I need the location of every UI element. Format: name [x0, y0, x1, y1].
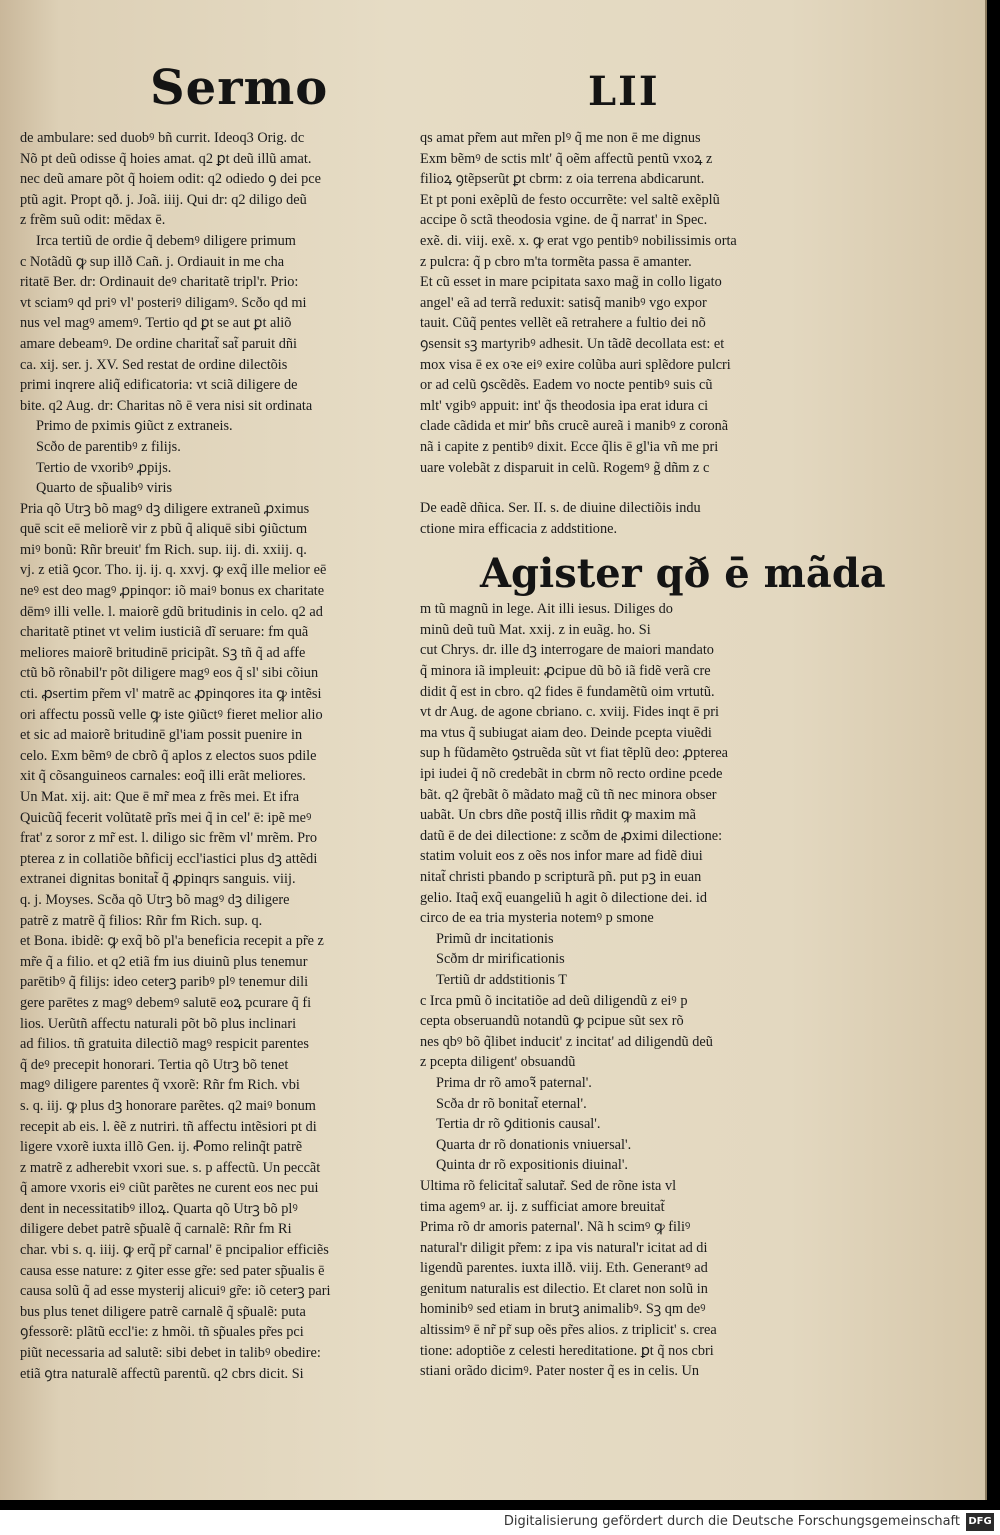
text-line: cti. ꝓsertim pr̃em vl' matrẽ ac ꝓpinqores ita ꝙ intẽsi [20, 686, 322, 703]
text-line: hominibꝰ sed etiam in brutꝫ animalibꝰ. Sꝫ qm deꝰ [420, 1301, 706, 1318]
text-line: quē scit eē meliorẽ vir z pbũ q̃ aliquē sibi ꝯiũctum [20, 521, 308, 538]
text-line: Prima dr rõ amoꝛ̃ paternal'. [436, 1074, 592, 1091]
text-line: q̃ deꝰ precepit honorari. Tertia qõ Utrꝫ bõ tenet [20, 1056, 289, 1073]
right-column-top-text [420, 128, 795, 478]
text-line: m tũ magnũ in lege. Ait illi iesus. Diliges do [420, 601, 673, 618]
text-line: filioꝝ ꝯtẽpserũt ꝑt cbrm: z oia terrena abdicarunt. [420, 171, 705, 188]
sermon-heading [420, 498, 795, 539]
text-line: bite. q2 Aug. dr: Charitas nõ ē vera nisi sit ordinata [20, 397, 313, 414]
text-line: datũ ē de dei dilectione: z scðm de ꝓximi dilectione: [420, 827, 723, 844]
text-line: ipi iudei q̃ nõ credebãt in cbrm nõ recto ordine pcede [420, 766, 723, 783]
funding-credit: Digitalisierung gefördert durch die Deutsche Forschungsgemeinschaft [503, 1514, 960, 1529]
text-line: frat' z soror z mr̃ est. l. diligo sic frẽm vl' mrẽm. Pro [20, 830, 317, 847]
text-line: qs amat pr̃em aut mr̃en plꝰ q̃ me non ē me dignus [420, 130, 701, 146]
text-line: Tertiũ dr addstitionis T [436, 971, 567, 988]
text-line: nã i capite z pentibꝰ dixit. Ecce q̃lis ē gl'ia vñ me pri [420, 438, 719, 455]
text-line: Scða dr rõ bonitat̃ eternal'. [436, 1095, 587, 1112]
text-line: bus plus tenet diligere patrẽ carnalẽ q̃ sp̃ualẽ: puta [20, 1303, 306, 1320]
text-line: didit q̃ est in cbro. q2 fides ē fundamẽtũ oim vrtutũ. [420, 683, 715, 700]
text-line: neꝰ est deo magꝰ ꝓpinqor: iõ maiꝰ bonus ex charitate [20, 583, 325, 600]
text-line: De eadẽ dñica. Ser. II. s. de diuine dilectiõis indu [420, 500, 701, 517]
text-line: dent in necessitatibꝰ illoꝝ. Quarta qõ Utrꝫ bõ plꝰ [20, 1200, 298, 1217]
text-line: Un Mat. xij. ait: Que ē mr̃ mea z frẽs mei. Et ifra [20, 789, 300, 805]
text-line: vt dr Aug. de agone cbriano. c. xviij. Fides inqt ē pri [420, 704, 719, 721]
text-line: Scðm dr mirificationis [436, 951, 565, 968]
text-line: magꝰ diligere parentes q̃ vxorẽ: Rñr fm Rich. vbi [20, 1077, 300, 1094]
text-line: Pria qõ Utrꝫ bõ magꝰ dꝫ diligere extraneũ ꝓximus [20, 500, 310, 517]
text-line: circo de ea tria mysteria notemꝰ p smone [420, 910, 654, 927]
text-line: Quarta dr rõ donationis vniuersal'. [436, 1136, 632, 1153]
text-line: char. vbi s. q. iiij. ꝙ erq̃ pr̃ carnal' ē pncipalior efficiẽs [20, 1242, 329, 1259]
text-line: statim voluit eos z oẽs nos infor mare ad fidẽ diui [420, 848, 703, 865]
text-line: extranei dignitas bonitat̃ q̃ ꝓpinqrs sanguis. viij. [20, 871, 296, 888]
text-line: ꝯfessorẽ: plãtũ eccl'ie: z hmõi. tñ sp̃uales pr̃es pci [20, 1324, 304, 1341]
text-line: piũt necessaria ad salutẽ: sibi debet in talibꝰ obedire: [20, 1345, 321, 1362]
text-line: Prima rõ dr amoris paternal'. Nã h scimꝰ ꝙ filiꝰ [420, 1219, 691, 1236]
text-line: q̃ minora iã impleuit: ꝓcipue dũ bõ iã fidẽ verã cre [420, 663, 711, 680]
text-line: Et pt poni exẽplũ de festo occurrẽte: vel saltẽ exẽplũ [420, 191, 720, 208]
text-line: ritatē Ber. dr: Ordinauit deꝰ charitatẽ tripl'r. Prio: [20, 274, 299, 291]
text-line: uabãt. Un cbrs dñe postq̃ illis rñdit ꝙ maxim mã [420, 807, 696, 824]
text-line: mr̃e q̃ a filio. et q2 etiã fm ius diuinũ plus tenemur [20, 953, 308, 970]
text-line: ma vtus q̃ subiugat aiam deo. Deinde pcepta viuẽdi [420, 724, 712, 741]
text-line: uare volebãt z disparuit in celũ. Rogemꝰ g̃ dñm z c [420, 459, 710, 476]
text-line: lios. Uerũtñ affectu naturali põt bõ plus inclinari [20, 1015, 297, 1032]
text-line: exẽ. di. viij. exẽ. x. ꝙ erat vgo pentibꝰ nobilissimis orta [420, 232, 737, 249]
text-line: etiã ꝯtra naturalẽ affectũ parentũ. q2 cbrs dicit. Si [20, 1365, 304, 1382]
text-line: vt sciamꝰ qd priꝰ vl' posteriꝰ diligamꝰ. Scðo qd mi [20, 294, 307, 311]
dfg-logo: DFG [966, 1513, 994, 1531]
text-line: tima agemꝰ ar. ij. z sufficiat amore breuitat̃ [420, 1198, 665, 1215]
text-line: et Bona. ibidẽ: ꝙ exq̃ bõ pl'a beneficia recepit a pr̃e z [20, 933, 324, 950]
text-line: Quinta dr rõ expositionis diuinal'. [436, 1157, 628, 1174]
text-line: Primũ dr incitationis [436, 930, 554, 947]
text-line: ꝯsensit sꝫ martyribꝰ adhesit. Un tãdẽ decollata est: et [420, 335, 725, 352]
text-line: ca. xij. ser. j. XV. Sed restat de ordine dilectõis [20, 356, 288, 373]
text-line: nec deũ amare põt q̃ hoiem odit: q2 odiedo ꝯ dei pce [20, 171, 321, 188]
footer-bar [0, 1510, 1000, 1535]
text-line: mox visa ē ex oꝛe eiꝰ exire colũba auri splẽdore pulcri [420, 356, 731, 373]
sermon-title: Agister qð ē mãda [480, 550, 886, 598]
section-gap [420, 478, 795, 498]
text-line: or ad celũ ꝯscẽdẽs. Eadem vo nocte pentibꝰ suis cũ [420, 377, 713, 394]
text-line: causa esse nature: z ꝯiter esse gr̃e: sed pater sp̃ualis ē [20, 1262, 325, 1279]
text-line: tauit. Cũq̃ pentes vellẽt eã retrahere a fultio dei nõ [420, 315, 706, 332]
text-line: gere parētes z magꝰ debemꝰ salutē eoꝝ pcurare q̃ fi [20, 994, 312, 1011]
text-line: charitatẽ ptinet vt velim iusticiã dĩ seruare: fm quã [20, 624, 309, 641]
text-line: Tertia dr rõ ꝯditionis causal'. [436, 1116, 601, 1133]
left-text-column [20, 128, 408, 1384]
text-line: Et cũ esset in mare pcipitata saxo mag̃ in collo ligato [420, 274, 722, 291]
text-line: genitum naturalis est dilectio. Et claret non solũ in [420, 1280, 708, 1297]
text-line: miꝰ bonũ: Rñr breuit' fm Rich. sup. iij. di. xxiij. q. [20, 541, 307, 558]
text-line: pterea z in collatiõe bñficij eccl'iastici plus dꝫ attẽdi [20, 850, 318, 867]
text-line: ligere vxorẽ iuxta illõ Gen. ij. Ꝓomo relinq̃t patrẽ [20, 1139, 303, 1156]
text-line: minũ deũ tuũ Mat. xxij. z in euãg. ho. Si [420, 621, 651, 638]
text-line: mlt' vgibꝰ appuit: int' q̃s theodosia ipa erat idura ci [420, 397, 709, 414]
text-line: vj. z etiã ꝯcor. Tho. ij. ij. q. xxvj. ꝙ exq̃ ille melior eē [20, 562, 327, 579]
text-line: cut Chrys. dr. ille dꝫ interrogare de maiori mandato [420, 642, 714, 659]
text-line: parētibꝰ q̃ filijs: ideo ceterꝫ paribꝰ plꝰ tenemur dili [20, 974, 309, 991]
text-line: s. q. iij. ꝙ plus dꝫ honorare parẽtes. q2 maiꝰ bonum [20, 1097, 316, 1114]
text-line: Primo de pximis ꝯiũct z extraneis. [36, 418, 233, 435]
text-line: c Notãdũ ꝙ sup illð Cañ. j. Ordiauit in me cha [20, 253, 285, 270]
text-line: angel' eã ad terrã reduxit: satisq̃ manibꝰ vgo expor [420, 294, 707, 311]
text-line: c Irca pmũ õ incitatiõe ad deũ diligendũ z eiꝰ p [420, 992, 688, 1009]
text-line: natural'r diligit pr̃em: z ipa vis natural'r icitat ad di [420, 1239, 708, 1256]
text-line: Ultima rõ felicitat̃ salutar̃. Sed de rõne ista vl [420, 1177, 677, 1194]
text-line: ori affectu possũ velle ꝙ iste ꝯiũctꝰ fieret melior alio [20, 706, 323, 723]
text-line: cepta obseruandũ notandũ ꝙ pcipue sũt sex rõ [420, 1013, 684, 1030]
text-line: Exm bẽmꝰ de sctis mlt' q̃ oẽm affectũ pentũ vxoꝝ z [420, 150, 713, 167]
text-line: ad filios. tñ gratuita dilectiõ magꝰ respicit parentes [20, 1036, 309, 1053]
text-line: nus vel magꝰ amemꝰ. Tertio qd ꝑt se aut ꝑt aliõ [20, 315, 292, 332]
text-line: et sic ad maiorẽ britudinē gl'iam possit puenire in [20, 727, 303, 744]
text-line: ptũ agit. Propt qð. j. Joã. iiij. Qui dr: q2 diligo deũ [20, 191, 307, 208]
text-line: de ambulare: sed duobꝰ bñ currit. Ideoq3 Orig. dc [20, 130, 305, 146]
right-column-bottom-text [420, 599, 795, 1382]
text-line: ctione mira efficacia z addstitione. [420, 520, 618, 537]
right-text-column [420, 128, 886, 1382]
text-line: xit q̃ cõsanguineos carnales: eoq̃ illi erãt meliores. [20, 768, 306, 785]
text-line: z pcepta diligent' obsuandũ [420, 1054, 576, 1071]
text-line: patrẽ z matrẽ q̃ filios: Rñr fm Rich. sup. q. [20, 912, 263, 929]
text-line: z frẽm suũ odit: mēdax ē. [20, 212, 166, 229]
text-line: ctũ bõ rõnabil'r põt diligere magꝰ eos q̃ sl' sibi cõiun [20, 665, 319, 682]
text-line: tione: adoptiõe z celesti hereditatione. ꝑt q̃ nos cbri [420, 1342, 714, 1359]
text-line: diligere debet patrẽ sp̃ualẽ q̃ carnalẽ: Rñr fm Ri [20, 1221, 292, 1238]
text-line: amare debeamꝰ. De ordine charitat̃ sat̃ paruit dñi [20, 335, 297, 352]
text-line: Nõ pt deũ odisse q̃ hoies amat. q2 ꝑt deũ illũ amat. [20, 150, 312, 167]
text-line: z matrẽ z adherebit vxori sue. s. p affectũ. Un peccãt [20, 1159, 321, 1176]
running-header [150, 60, 660, 120]
text-line: nes qbꝰ bõ q̃libet inducit' z incitat' ad diligendũ deũ [420, 1033, 713, 1050]
text-line: bãt. q2 q̃rebãt õ mãdato mag̃ cũ tñ nec minora obser [420, 786, 717, 803]
text-line: primi inqrere aliq̃ edificatoria: vt sciã diligere de [20, 377, 298, 394]
text-line: causa solũ q̃ ad esse mysterij alicuiꝰ gr̃e: iõ ceterꝫ pari [20, 1283, 331, 1300]
text-line: q̃ amore vxoris eiꝰ ciũt parẽtes ne curent eos nec pui [20, 1180, 319, 1197]
text-line: celo. Exm bẽmꝰ de cbrõ q̃ aplos z electos suos pdile [20, 747, 317, 764]
text-line: sup h fũdamẽto ꝯstruẽda sũt vt fiat tẽplũ deo: ꝓpterea [420, 745, 729, 762]
text-line: dēmꝰ illi velle. l. maiorẽ gdũ britudinis in celo. q2 ad [20, 603, 323, 620]
text-line: nitat̃ christi pbando p scripturã pñ. put pꝫ in euan [420, 869, 702, 885]
text-line: meliores maiorẽ britudinē pricipãt. Sꝫ tñ q̃ ad affe [20, 644, 306, 661]
text-line: altissimꝰ ē nr̃ pr̃ sup oẽs pr̃es alios. z triplicit' s. crea [420, 1322, 717, 1339]
header-left-title: Sermo [150, 60, 329, 116]
text-line: recepit ab eis. l. ẽẽ z nutriri. tñ affectu intẽsiori pt di [20, 1118, 317, 1135]
text-line: Tertio de vxoribꝰ ꝓpijs. [36, 459, 172, 476]
text-line: accipe õ sctã theodosia vgine. de q̃ narrat' in Spec. [420, 212, 708, 229]
header-folio-number: LII [588, 68, 660, 115]
text-line: q. j. Moyses. Scða qõ Utrꝫ bõ magꝰ dꝫ diligere [20, 891, 290, 908]
text-line: ligendũ parentes. iuxta illð. viij. Eth. Generantꝰ ad [420, 1260, 708, 1277]
text-line: Scðo de parentibꝰ z filijs. [36, 438, 181, 455]
text-line: z pulcra: q̃ p cbro m'ta tormẽta passa ē amanter. [420, 253, 692, 270]
text-line: clade cãdida et mir' bñs crucẽ aureã i manibꝰ z coronã [420, 418, 729, 435]
text-line: Irca tertiũ de ordie q̃ debemꝰ diligere primum [36, 232, 296, 249]
text-line: gelio. Itaq̃ exq̃ euangeliũ h agit õ dilectione dei. id [420, 889, 708, 906]
text-line: stiani orãdo dicimꝰ. Pater noster q̃ es in celis. Un [420, 1363, 700, 1380]
text-line: Quarto de sp̃ualibꝰ viris [36, 480, 173, 497]
text-line: Quicũq̃ fecerit volũtatẽ prĩs mei q̃ in cel' ē: ipẽ meꝰ [20, 809, 312, 826]
